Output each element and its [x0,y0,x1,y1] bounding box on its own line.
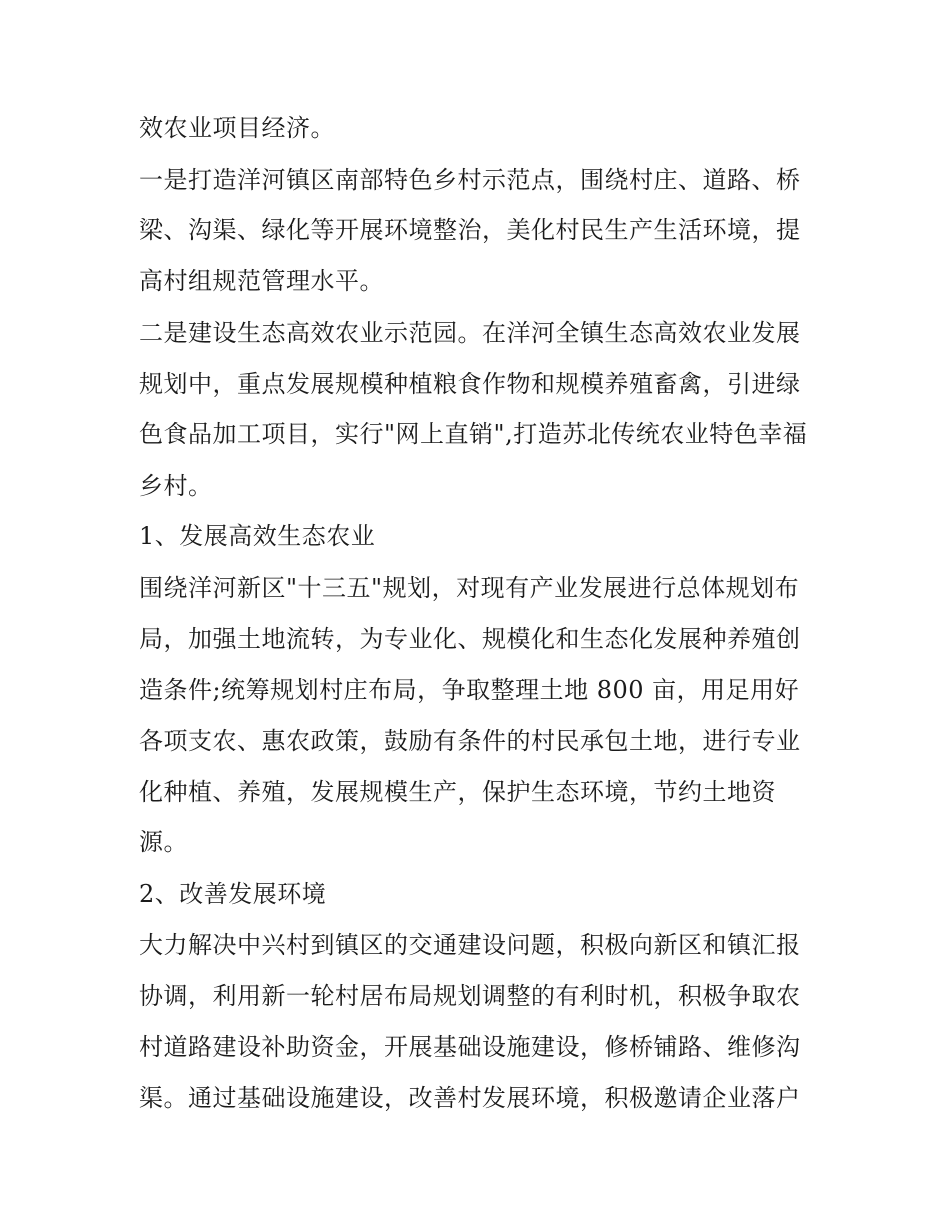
text-line-18: 协调，利用新一轮村居布局规划调整的有利时机，积极争取农 [139,982,801,1010]
text-line-2: 一是打造洋河镇区南部特色乡村示范点，围绕村庄、道路、桥 [139,166,801,194]
text-line-15: 源。 [139,828,188,856]
text-line-14: 化种植、养殖，发展规模生产，保护生态环境，节约土地资 [139,778,776,806]
section-heading-2: 2、改善发展环境 [139,880,327,908]
text-line-17: 大力解决中兴村到镇区的交通建设问题，积极向新区和镇汇报 [139,931,801,959]
text-line-8: 乡村。 [139,472,213,500]
text-line-1: 效农业项目经济。 [139,114,335,142]
text-line-5: 二是建设生态高效农业示范园。在洋河全镇生态高效农业发展 [139,319,801,347]
text-line-12: 造条件;统筹规划村庄布局，争取整理土地 800 亩，用足用好 [139,676,800,704]
section-heading-1: 1、发展高效生态农业 [139,522,376,550]
text-line-11: 局，加强土地流转，为专业化、规模化和生态化发展种养殖创 [139,625,801,653]
text-line-19: 村道路建设补助资金，开展基础设施建设，修桥铺路、维修沟 [139,1033,801,1061]
text-line-3: 梁、沟渠、绿化等开展环境整治，美化村民生产生活环境，提 [139,216,801,244]
text-line-10: 围绕洋河新区"十三五"规划，对现有产业发展进行总体规划布 [139,574,800,602]
text-line-13: 各项支农、惠农政策，鼓励有条件的村民承包土地，进行专业 [139,727,801,755]
text-line-6: 规划中，重点发展规模种植粮食作物和规模养殖畜禽，引进绿 [139,370,801,398]
text-line-20: 渠。通过基础设施建设，改善村发展环境，积极邀请企业落户 [139,1084,801,1112]
text-line-7: 色食品加工项目，实行"网上直销",打造苏北传统农业特色幸福 [139,420,808,448]
text-line-4: 高村组规范管理水平。 [139,267,384,295]
